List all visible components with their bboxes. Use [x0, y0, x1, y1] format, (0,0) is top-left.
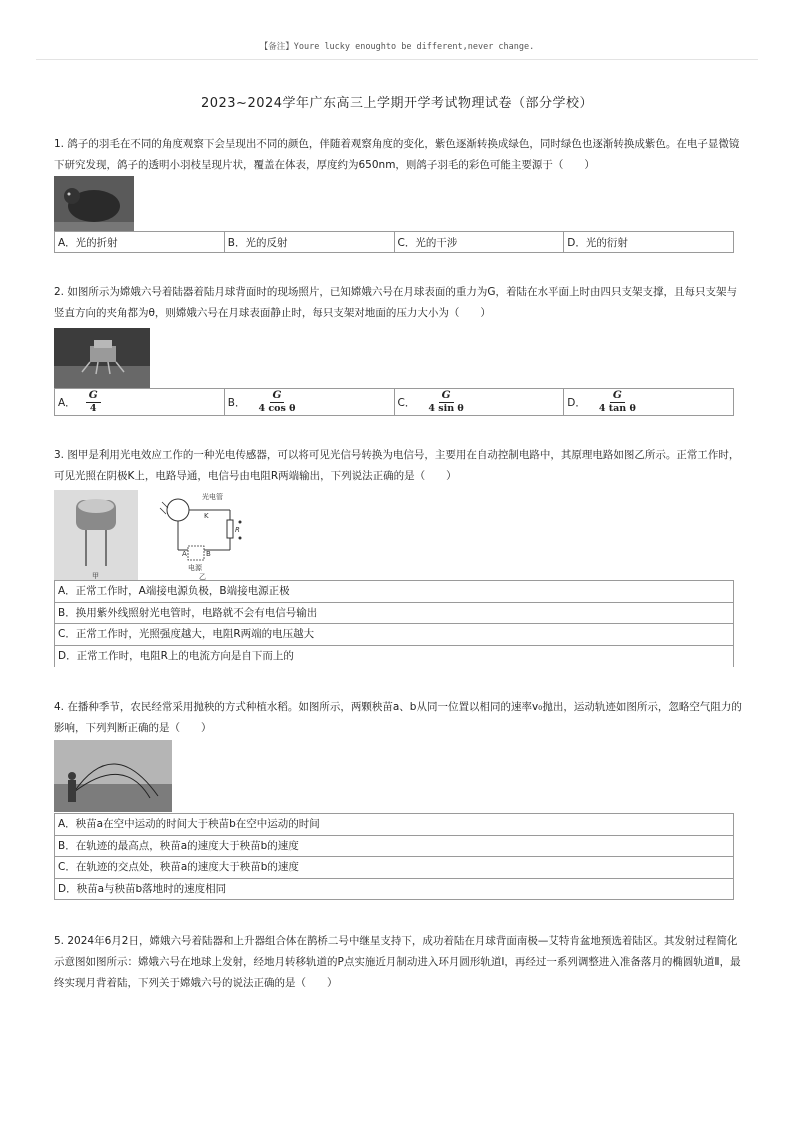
- option-b[interactable]: B．光的反射: [225, 232, 395, 252]
- figure-label-yi: 乙: [199, 573, 206, 580]
- numerator: G: [270, 389, 285, 403]
- figure-label-b: B: [206, 550, 211, 558]
- question-3-text: 3. 图甲是利用光电效应工作的一种光电传感器，可以将可见光信号转换为电信号，主要用在自动控制电路中，其原理电路如图乙所示。正常工作时，可见光照在阴极K上，电路导通，电信号由电阻R两端输出，下列说法正确的是（ ）: [54, 449, 740, 482]
- option-b[interactable]: B．在轨迹的最高点，秧苗a的速度大于秧苗b的速度: [55, 836, 733, 858]
- question-1-options: [54, 231, 734, 253]
- denominator: 4 cos θ: [258, 403, 296, 414]
- question-1-text: 1. 鸽子的羽毛在不同的角度观察下会呈现出不同的颜色，伴随着观察角度的变化，紫色逐渐转换成绿色，同时绿色也逐渐转换成紫色。在电子显微镜下研究发现，鸽子的透明小羽枝呈现片状，覆盖在体表，厚度约为650nm，则鸽子羽毛的彩色可能主要源于（ ）: [54, 138, 740, 171]
- question-2-options: [54, 388, 734, 416]
- option-a-letter: A．: [58, 396, 76, 409]
- figure-label-r: R: [235, 526, 240, 534]
- figure-label-jia: 甲: [92, 572, 99, 580]
- numerator: G: [610, 389, 625, 403]
- option-c-letter: C．: [397, 396, 416, 409]
- option-d[interactable]: [564, 389, 733, 415]
- denominator: 4 tan θ: [598, 403, 636, 414]
- rice-seedling-photo: [54, 740, 172, 812]
- numerator: G: [439, 389, 454, 403]
- figure-label-a: A: [182, 550, 187, 558]
- option-c[interactable]: C．光的干涉: [395, 232, 565, 252]
- question-1: [54, 134, 742, 176]
- option-d-letter: D．: [567, 396, 586, 409]
- photocell-figure: [54, 490, 250, 580]
- option-c[interactable]: [395, 389, 565, 415]
- option-b[interactable]: B．换用紫外线照射光电管时，电路就不会有电信号输出: [55, 603, 733, 625]
- question-3: [54, 445, 742, 487]
- option-c[interactable]: C．在轨迹的交点处，秧苗a的速度大于秧苗b的速度: [55, 857, 733, 879]
- fraction: [255, 389, 298, 415]
- denominator: 4 sin θ: [428, 403, 464, 414]
- question-4-text: 4. 在播种季节，农民经常采用抛秧的方式种植水稻。如图所示，两颗秧苗a、b从同一位置以相同的速率v₀抛出，运动轨迹如图所示，忽略空气阻力的影响，下列判断正确的是（ ）: [54, 701, 742, 734]
- question-2: [54, 282, 742, 324]
- fraction: [425, 389, 466, 415]
- page-title: 2023~2024学年广东高三上学期开学考试物理试卷（部分学校）: [200, 96, 594, 111]
- question-3-options: [54, 580, 734, 667]
- question-4: [54, 697, 742, 739]
- option-a[interactable]: [55, 389, 225, 415]
- option-b-letter: B．: [227, 396, 246, 409]
- figure-label-source: 电源: [188, 564, 202, 572]
- header-motto: 【备注】Youre lucky enoughto be different,never change.: [259, 42, 535, 52]
- option-d[interactable]: D．光的衍射: [567, 236, 628, 249]
- option-a[interactable]: A．正常工作时，A端接电源负极，B端接电源正极: [55, 581, 733, 603]
- fraction: [86, 389, 101, 415]
- question-5: [54, 931, 742, 994]
- pigeon-photo: [54, 176, 134, 231]
- question-5-text: 5. 2024年6月2日，嫦娥六号着陆器和上升器组合体在鹊桥二号中继星支持下，成功着陆在月球背面南极—艾特肯盆地预选着陆区。其发射过程简化示意图如图所示：嫦娥六号在地球上发射，经地月转移轨道的P点实施近月制动进入环月圆形轨道Ⅰ，再经过一系列调整进入准备落月的椭圆轨道Ⅱ，最终实现月背着陆，下列关于嫦娥六号的说法正确的是（ ）: [54, 935, 741, 989]
- option-a[interactable]: A．光的折射: [55, 232, 225, 252]
- option-b[interactable]: [225, 389, 395, 415]
- numerator: G: [86, 389, 101, 403]
- header-divider: [36, 59, 758, 60]
- question-2-text: 2. 如图所示为嫦娥六号着陆器着陆月球背面时的现场照片，已知嫦娥六号在月球表面的重力为G，着陆在水平面上时由四只支架支撑，且每只支架与竖直方向的夹角都为θ，则嫦娥六号在月球表面静止时，每只支架对地面的压力大小为（ ）: [54, 286, 737, 319]
- option-d[interactable]: D．正常工作时，电阻R上的电流方向是自下而上的: [58, 649, 294, 662]
- figure-label-tube: 光电管: [202, 493, 223, 501]
- option-a[interactable]: A．秧苗a在空中运动的时间大于秧苗b在空中运动的时间: [55, 814, 733, 836]
- question-4-options: [54, 813, 734, 900]
- figure-label-k: K: [204, 512, 209, 520]
- denominator: 4: [89, 403, 97, 414]
- option-c[interactable]: C．正常工作时，光照强度越大，电阻R两端的电压越大: [55, 624, 733, 646]
- fraction: [596, 389, 639, 415]
- lander-photo: [54, 328, 150, 388]
- option-d[interactable]: D．秧苗a与秧苗b落地时的速度相同: [55, 879, 733, 901]
